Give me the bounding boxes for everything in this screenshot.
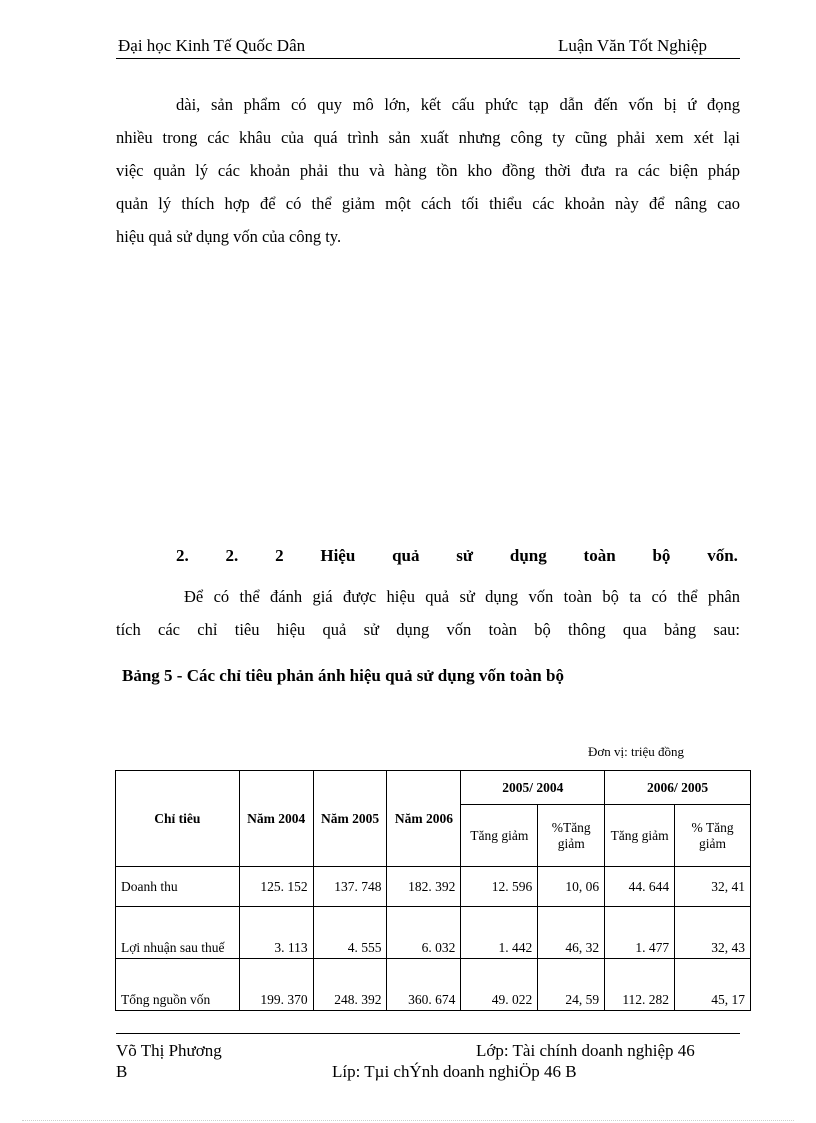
table-caption: Bảng 5 - Các chỉ tiêu phản ánh hiệu quả sử dụng vốn toàn bộ [122,666,564,685]
cell-value: 44. 644 [605,867,675,907]
footer-author-suffix: B [116,1062,128,1081]
heading-word: toàn [583,546,616,565]
cell-value: 182. 392 [387,867,461,907]
header-percent: % Tăng giảm [675,805,751,867]
footer-rule [116,1033,740,1034]
heading-word: vốn. [707,546,738,565]
cell-indicator: Lợi nhuận sau thuế [116,907,240,959]
footer-class-garbled: Líp: Tµi chÝnh doanh nghiÖp 46 B [332,1062,577,1081]
section-heading [176,546,738,566]
header-group-2006-2005: 2006/ 2005 [605,771,751,805]
table-row [116,907,751,959]
header-change: Tăng giảm [605,805,675,867]
cell-value: 12. 596 [461,867,538,907]
cell-value: 199. 370 [239,959,313,1011]
cell-value: 4. 555 [313,907,387,959]
cell-value: 32, 41 [675,867,751,907]
header-year-2005: Năm 2005 [313,771,387,867]
table-row [116,867,751,907]
text-line: quản lý thích hợp để có thể giảm một cách tối thiểu các khoản này để nâng cao [116,194,740,213]
paragraph-intro [116,580,740,646]
cell-value: 32, 43 [675,907,751,959]
cell-value: 248. 392 [313,959,387,1011]
header-percent: %Tăng giảm [538,805,605,867]
cell-value: 112. 282 [605,959,675,1011]
header-thesis-title: Luận Văn Tốt Nghiệp [558,36,708,55]
page-bottom-dotted-line [22,1120,794,1121]
header-year-2006: Năm 2006 [387,771,461,867]
header-indicator: Chỉ tiêu [116,771,240,867]
table-row [116,959,751,1011]
cell-value: 45, 17 [675,959,751,1011]
footer-class: Lớp: Tài chính doanh nghiệp 46 [476,1041,695,1060]
cell-value: 46, 32 [538,907,605,959]
cell-value: 1. 477 [605,907,675,959]
header-rule [116,58,740,59]
text-line: dài, sản phẩm có quy mô lớn, kết cấu phức tạp dẫn đến vốn bị ứ đọng [176,95,740,114]
heading-word: 2. [176,546,189,565]
indicator-table [115,770,751,1011]
text-line: tích các chỉ tiêu hiệu quả sử dụng vốn toàn bộ thông qua bảng sau: [116,620,740,639]
unit-label: Đơn vị: triệu đồng [588,744,685,759]
heading-word: quả [392,546,420,565]
cell-value: 125. 152 [239,867,313,907]
header-year-2004: Năm 2004 [239,771,313,867]
header-university: Đại học Kinh Tế Quốc Dân [118,36,306,55]
cell-value: 137. 748 [313,867,387,907]
cell-value: 1. 442 [461,907,538,959]
cell-value: 10, 06 [538,867,605,907]
cell-indicator: Doanh thu [116,867,240,907]
footer-author: Võ Thị Phương [116,1041,222,1060]
header-change: Tăng giảm [461,805,538,867]
cell-value: 360. 674 [387,959,461,1011]
cell-value: 3. 113 [239,907,313,959]
text-line: nhiều trong các khâu của quá trình sản xuất nhưng công ty cũng phải xem xét lại [116,128,740,147]
heading-word: dụng [509,546,547,565]
text-line: Để có thể đánh giá được hiệu quả sử dụng vốn toàn bộ ta có thể phân [184,587,740,606]
cell-indicator: Tổng nguồn vốn [116,959,240,1011]
cell-value: 6. 032 [387,907,461,959]
paragraph-continuation [116,88,740,253]
heading-word: Hiệu [320,546,356,565]
heading-word: bộ [652,546,671,565]
heading-word: 2. [225,546,239,565]
cell-value: 24, 59 [538,959,605,1011]
text-line: việc quản lý các khoản phải thu và hàng tồn kho đồng thời đưa ra các biện pháp [116,161,740,180]
header-group-2005-2004: 2005/ 2004 [461,771,605,805]
heading-word: sử [456,546,474,565]
heading-word: 2 [275,546,284,565]
text-line: hiệu quả sử dụng vốn của công ty. [116,227,342,246]
cell-value: 49. 022 [461,959,538,1011]
